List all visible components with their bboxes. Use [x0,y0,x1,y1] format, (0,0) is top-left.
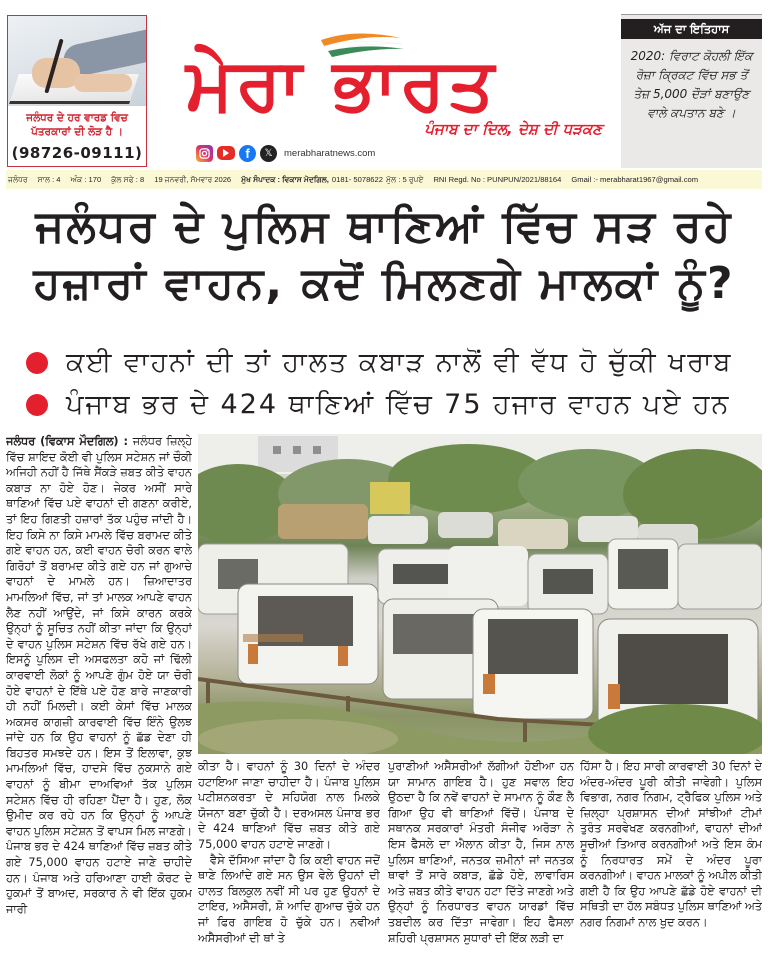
logo-tagline: ਪੰਜਾਬ ਦਾ ਦਿਲ, ਦੇਸ਼ ਦੀ ਧੜਕਣ [424,120,602,138]
logo-title: ਮੇਰਾ ਭਾਰਤ [186,42,498,126]
headline-line-2: ਹਜ਼ਾਰਾਂ ਵਾਹਨ, ਕਦੋਂ ਮਿਲਣਗੇ ਮਾਲਕਾਂ ਨੂੰ? [33,258,735,309]
history-text: 2020: ਵਿਰਾਟ ਕੋਹਲੀ ਇੱਕ ਰੋਜ਼ਾ ਕ੍ਰਿਕਟ ਵਿੱਚ ਸਭ ਤੋਂ ਤੇਜ਼ 5,000 ਦੌੜਾਂ ਬਣਾਉਣ ਵਾਲੇ ਕਪਤਾਨ ਬਣੇ । [630,49,753,120]
today-in-history-box [621,14,762,168]
subheadline-text: ਕਈ ਵਾਹਨਾਂ ਦੀ ਤਾਂ ਹਾਲਤ ਕਬਾੜ ਨਾਲੋਂ ਵੀ ਵੱਧ ਹੋ ਚੁੱਕੀ ਖਰਾਬ [66,347,733,378]
youtube-icon[interactable] [217,146,235,160]
article-column-2 [198,759,380,974]
instagram-icon[interactable] [196,145,213,162]
contact-email[interactable]: Gmail :- merabharat1967@gmail.com [571,175,699,184]
edition-issue: ਅੰਕ : 170 [70,174,102,184]
edition-year: ਸਾਲ : 4 [37,174,61,184]
red-bullet-icon [26,352,48,374]
x-icon[interactable]: 𝕏 [260,145,277,162]
edition-city: ਜਲੰਧਰ [8,174,28,184]
ad-text-line-2: ਪੱਤਰਕਾਰਾਂ ਦੀ ਲੋੜ ਹੈ । [31,126,123,138]
ad-text-line-1: ਜਲੰਧਰ ਦੇ ਹਰ ਵਾਰਡ ਵਿਚ [26,112,128,124]
subheadline-1 [26,345,733,381]
red-bullet-icon [26,394,48,416]
website-link[interactable]: merabharatnews.com [284,147,376,159]
edition-pages: ਕੁੱਲ ਸਫੇ : 8 [111,174,145,184]
article-column-4 [580,759,762,974]
social-links [196,144,375,162]
masthead [0,0,768,172]
column-2-paragraph-1: ਕੀਤਾ ਹੈ। ਵਾਹਨਾਂ ਨੂੰ 30 ਦਿਨਾਂ ਦੇ ਅੰਦਰ ਹਟਾਇਆ ਜਾਣਾ ਚਾਹੀਦਾ ਹੈ। ਪੰਜਾਬ ਪੁਲਿਸ ਪਟੀਸ਼ਨਕਰਤਾ ਦੇ ਸਹਿਯੋਗ ਨਾਲ ਮਿਲਕੇ ਯੋਜਨਾ ਬਣਾ ਚੁੱਕੀ ਹੈ। ਦਰਅਸਲ ਪੰਜਾਬ ਭਰ ਦੇ 424 ਥਾਣਿਆਂ ਵਿੱਚ ਜ਼ਬਤ ਕੀਤੇ ਗਏ 75,000 ਵਾਹਨ ਹਟਾਏ ਜਾਣਗੇ। [198,760,380,851]
column-1-text: ਜਲੰਧਰ ਜ਼ਿਲ੍ਹੇ ਵਿੱਚ ਸ਼ਾਇਦ ਕੋਈ ਵੀ ਪੁਲਿਸ ਸਟੇਸ਼ਨ ਜਾਂ ਚੌਕੀ ਅਜਿਹੀ ਨਹੀਂ ਹੈ ਜਿੱਥੇ ਸੈਂਕੜੇ ਜ਼ਬਤ ਕੀਤੇ ਵਾਹਨ ਕਬਾੜ ਨਾ ਹੋਏ ਹੋਣ। ਜੇਕਰ ਅਸੀਂ ਸਾਰੇ ਥਾਣਿਆਂ ਵਿੱਚ ਪਏ ਵਾਹਨਾਂ ਦੀ ਗਣਨਾ ਕਰੀਏ, ਤਾਂ ਇਹ ਗਿਣਤੀ ਹਜ਼ਾਰਾਂ ਤੱਕ ਪਹੁੰਚ ਜਾਂਦੀ ਹੈ। ਇਹ ਕਿਸੇ ਨਾ ਕਿਸੇ ਮਾਮਲੇ ਵਿੱਚ ਬਰਾਮਦ ਕੀਤੇ ਗਏ ਵਾਹਨ ਹਨ, ਕਈ ਵਾਹਨ ਚੋਰੀ ਕਰਨ ਵਾਲੇ ਗਿਰੋਹਾਂ ਤੋਂ ਬਰਾਮਦ ਕੀਤੇ ਗਏ ਹਨ ਜਾਂ ਗੁਆਚੇ ਵਾਹਨਾਂ ਦੇ ਮਾਮਲੇ ਹਨ। ਜ਼ਿਆਦਾਤਰ ਮਾਮਲਿਆਂ ਵਿੱਚ, ਜਾਂ ਤਾਂ ਮਾਲਕ ਆਪਣੇ ਵਾਹਨ ਲੈਣ ਨਹੀਂ ਆਉਂਦੇ, ਜਾਂ ਕਿਸੇ ਕਾਰਨ ਕਰਕੇ ਉਨ੍ਹਾਂ ਨੂੰ ਸੂਚਿਤ ਨਹੀਂ ਕੀਤਾ ਜਾਂਦਾ ਕਿ ਉਨ੍ਹਾਂ ਦੇ ਵਾਹਨ ਪੁਲਿਸ ਸਟੇਸ਼ਨ ਵਿੱਚ ਰੱਖੇ ਗਏ ਹਨ। ਇਸਨੂੰ ਪੁਲਿਸ ਦੀ ਅਸਫਲਤਾ ਕਹੋ ਜਾਂ ਢਿੱਲੀ ਕਾਰਵਾਈ ਲੋਕਾਂ ਨੂੰ ਆਪਣੇ ਗੁੰਮ ਹੋਏ ਯਾ ਚੋਰੀ ਹੋਏ ਵਾਹਨਾਂ ਦੇ ਇੱਥੇ ਪਏ ਹੋਣ ਬਾਰੇ ਜਾਣਕਾਰੀ ਹੀ ਨਹੀਂ ਮਿਲਦੀ। ਕਈ ਕੇਸਾਂ ਵਿੱਚ ਮਾਲਕ ਅਕਸਰ ਕਾਗਜ਼ੀ ਕਾਰਵਾਈ ਵਿੱਚ ਇੰਨੇ ਉਲਝ ਜਾਂਦੇ ਹਨ ਕਿ ਉਹ ਵਾਹਨਾਂ ਨੂੰ ਛੱਡ ਦੇਣਾ ਹੀ ਬਿਹਤਰ ਸਮਝਦੇ ਹਨ। ਇਸ ਤੋਂ ਇਲਾਵਾ, ਕੁਝ ਮਾਮਲਿਆਂ ਵਿੱਚ, ਹਾਦਸੇ ਵਿੱਚ ਨੁਕਸਾਨੇ ਗਏ ਵਾਹਨਾਂ ਨੂੰ ਬੀਮਾ ਦਾਅਵਿਆਂ ਤੱਕ ਪੁਲਿਸ ਸਟੇਸ਼ਨ ਵਿੱਚ ਹੀ ਰਹਿਣਾ ਪੈਂਦਾ ਹੈ। ਹੁਣ, ਲੋਕ ਉਮੀਦ ਕਰ ਰਹੇ ਹਨ ਕਿ ਉਨ੍ਹਾਂ ਨੂੰ ਆਪਣੇ ਵਾਹਨ ਪੁਲਿਸ ਸਟੇਸ਼ਨ ਤੋਂ ਵਾਪਸ ਮਿਲ ਜਾਣਗੇ। ਪੰਜਾਬ ਭਰ ਦੇ 424 ਥਾਣਿਆਂ ਵਿੱਚ ਜ਼ਬਤ ਕੀਤੇ ਗਏ 75,000 ਵਾਹਨ ਹਟਾਏ ਜਾਣੇ ਚਾਹੀਦੇ ਹਨ। ਪੰਜਾਬ ਅਤੇ ਹਰਿਆਣਾ ਹਾਈ ਕੋਰਟ ਦੇ ਹੁਕਮਾਂ ਤੋਂ ਬਾਅਦ, ਸਰਕਾਰ ਨੇ ਵੀ ਇੱਕ ਹੁਕਮ ਜਾਰੀ [6,435,192,916]
headline-line-1: ਜਲੰਧਰ ਦੇ ਪੁਲਿਸ ਥਾਣਿਆਂ ਵਿੱਚ ਸੜ ਰਹੇ [35,201,733,252]
byline: ਜਲੰਧਰ (ਵਿਕਾਸ ਮੌਦਗਿਲ) : [6,435,129,448]
edition-date: 19 ਜਨਵਰੀ, ਸੋਮਵਾਰ 2026 [154,174,232,184]
main-headline [0,198,768,312]
office-phone: 0181- 5078622 [331,175,383,184]
reporter-wanted-ad[interactable] [7,15,147,167]
history-heading: ਅੱਜ ਦਾ ਇਤਿਹਾਸ [621,19,762,39]
chief-editor: ਮੁੱਖ ਸੰਪਾਦਕ : ਵਿਕਾਸ ਮੋਦਗਿਲ, [241,174,329,184]
writing-hand-photo [8,16,146,106]
subheadline-2 [26,387,730,423]
article-column-3 [388,759,574,974]
subheadline-text: ਪੰਜਾਬ ਭਰ ਦੇ 424 ਥਾਣਿਆਂ ਵਿੱਚ 75 ਹਜਾਰ ਵਾਹਨ ਪਏ ਹਨ [66,389,731,420]
rni-number: RNI Regd. No : PUNPUN/2021/88164 [433,175,562,184]
column-2-paragraph-2: ਵੈਸੇ ਦੱਸਿਆ ਜਾਂਦਾ ਹੈ ਕਿ ਕਈ ਵਾਹਨ ਜਦੋਂ ਥਾਣੇ ਲਿਆਂਦੇ ਗਏ ਸਨ ਉਸ ਵੇਲੇ ਉਹਨਾਂ ਦੀ ਹਾਲਤ ਬਿਲਕੁਲ ਨਵੀਂ ਸੀ ਪਰ ਹੁਣ ਉਹਨਾਂ ਦੇ ਟਾਇਰ, ਅਸੈਸਰੀ, ਸ਼ੋ ਆਦਿ ਗੁਆਚ ਚੁੱਕੇ ਹਨ ਜਾਂ ਫਿਰ ਗਾਇਬ ਹੋ ਚੁੱਕੇ ਹਨ। ਨਵੀਆਂ ਅਸੈਸਰੀਆਂ ਦੀ ਥਾਂ ਤੇ [198,853,380,945]
price: ਮੁੱਲ : 5 ਰੁਪਏ [385,174,424,184]
newspaper-logo[interactable] [186,30,616,140]
column-3-text: ਪੁਰਾਣੀਆਂ ਅਸੈਸਰੀਆਂ ਲੱਗੀਆਂ ਹੋਈਆ ਹਨ ਯਾ ਸਾਮਾਨ ਗਾਇਬ ਹੈ। ਹੁਣ ਸਵਾਲ ਇਹ ਉਠਦਾ ਹੈ ਕਿ ਨਵੇਂ ਵਾਹਨਾਂ ਦੇ ਸਾਮਾਨ ਨੂੰ ਕੌਣ ਲੈ ਗਿਆ ਉਹ ਵੀ ਥਾਣਿਆਂ ਵਿੱਚੋਂ। ਪੰਜਾਬ ਦੇ ਸਥਾਨਕ ਸਰਕਾਰਾਂ ਮੰਤਰੀ ਸੰਜੀਵ ਅਰੋੜਾ ਨੇ ਇਸ ਫੈਸਲੇ ਦਾ ਐਲਾਨ ਕੀਤਾ ਹੈ, ਜਿਸ ਨਾਲ ਪੁਲਿਸ ਥਾਣਿਆਂ, ਜਨਤਕ ਜ਼ਮੀਨਾਂ ਜਾਂ ਜਨਤਕ ਥਾਵਾਂ ਤੋਂ ਸਾਰੇ ਕਬਾੜ, ਛੱਡੇ ਹੋਏ, ਲਾਵਾਰਿਸ ਅਤੇ ਜ਼ਬਤ ਕੀਤੇ ਵਾਹਨ ਹਟਾ ਦਿੱਤੇ ਜਾਣਗੇ ਅਤੇ ਉਨ੍ਹਾਂ ਨੂੰ ਨਿਰਧਾਰਤ ਵਾਹਨ ਯਾਰਡਾਂ ਵਿੱਚ ਤਬਦੀਲ ਕਰ ਦਿੱਤਾ ਜਾਵੇਗਾ। ਇਹ ਫੈਸਲਾ ਸ਼ਹਿਰੀ ਪ੍ਰਸ਼ਾਸਨ ਸੁਧਾਰਾਂ ਦੀ ਇੱਕ ਲੜੀ ਦਾ [388,760,574,945]
ad-phone-number[interactable]: (98726-09111) [11,144,143,162]
article-column-1 [6,434,192,974]
vehicles-illustration [198,434,762,754]
junked-vehicles-photo [198,434,762,754]
facebook-icon[interactable]: f [239,145,256,162]
edition-info-strip [6,170,762,189]
column-4-text: ਹਿੱਸਾ ਹੈ। ਇਹ ਸਾਰੀ ਕਾਰਵਾਈ 30 ਦਿਨਾਂ ਦੇ ਅੰਦਰ-ਅੰਦਰ ਪੂਰੀ ਕੀਤੀ ਜਾਵੇਗੀ। ਪੁਲਿਸ ਵਿਭਾਗ, ਨਗਰ ਨਿਗਮ, ਟ੍ਰੈਫਿਕ ਪੁਲਿਸ ਅਤੇ ਜ਼ਿਲ੍ਹਾ ਪ੍ਰਸ਼ਾਸਨ ਦੀਆਂ ਸਾਂਝੀਆਂ ਟੀਮਾਂ ਤੁਰੰਤ ਸਰਵੇਖਣ ਕਰਨਗੀਆਂ, ਵਾਹਨਾਂ ਦੀਆਂ ਸੂਚੀਆਂ ਤਿਆਰ ਕਰਨਗੀਆਂ ਅਤੇ ਇਸ ਕੰਮ ਨੂੰ ਨਿਰਧਾਰਤ ਸਮੇਂ ਦੇ ਅੰਦਰ ਪੂਰਾ ਕਰਨਗੀਆਂ। ਵਾਹਨ ਮਾਲਕਾਂ ਨੂੰ ਅਪੀਲ ਕੀਤੀ ਗਈ ਹੈ ਕਿ ਉਹ ਆਪਣੇ ਛੱਡੇ ਹੋਏ ਵਾਹਨਾਂ ਦੀ ਸਥਿਤੀ ਦਾ ਹੱਲ ਸਬੰਧਤ ਪੁਲਿਸ ਥਾਣਿਆਂ ਅਤੇ ਨਗਰ ਨਿਗਮਾਂ ਨਾਲ ਖੁਦ ਕਰਨ। [580,760,762,929]
